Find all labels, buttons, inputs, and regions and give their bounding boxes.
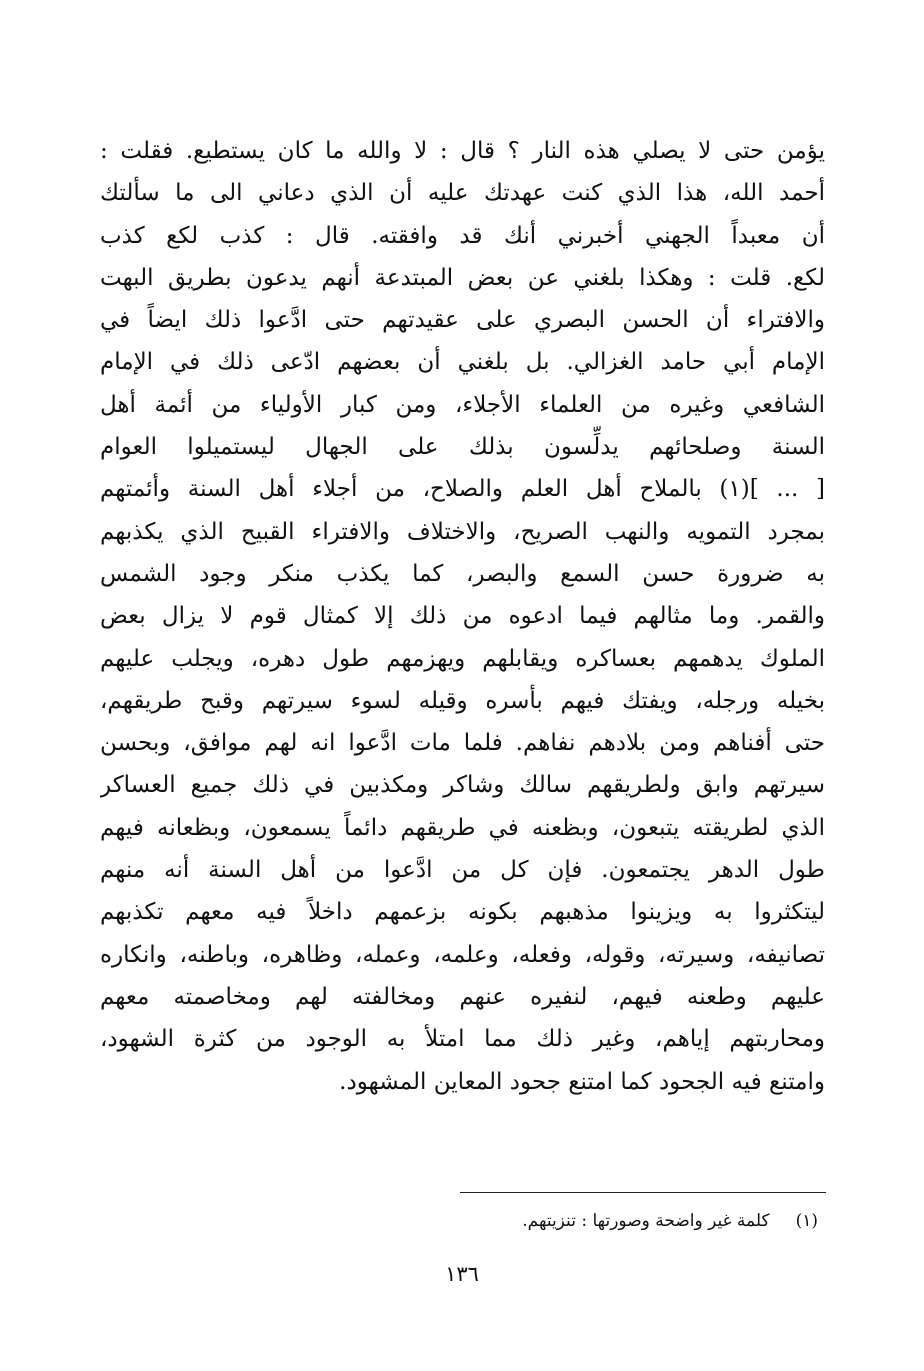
text-line: به ضرورة حسن السمع والبصر، كما يكذب منكر وجود الشمس [100, 560, 825, 587]
footnote-number: (١) [795, 1211, 818, 1231]
text-line: بخيله ورجله، ويفتك فيهم بأسره وقيله لسوء سيرتهم وقبح طريقهم، [100, 687, 825, 714]
text-line: السنة وصلحائهم يدلِّسون بذلك على الجهال ليستميلوا العوام [100, 434, 825, 461]
text-line: والقمر. وما مثالهم فيما ادعوه من ذلك إلا كمثال قوم لا يزال بعض [100, 603, 825, 630]
main-text-block [100, 130, 825, 1103]
text-line: ومحاربتهم إياهم، وغير ذلك مما امتلأ به الوجود من كثرة الشهود، [100, 1026, 825, 1053]
text-line: الملوك يدهمهم بعساكره ويقابلهم ويهزمهم طول دهره، ويجلب عليهم [100, 645, 825, 672]
text-line: حتى أفناهم ومن بلادهم نفاهم. فلما مات ادَّعوا انه لهم موافق، وبحسن [100, 730, 825, 757]
footnote-divider [460, 1192, 826, 1193]
text-line: لكع. قلت : وهكذا بلغني عن بعض المبتدعة أنهم يدعون بطريق البهت [100, 264, 825, 291]
text-line: الشافعي وغيره من العلماء الأجلاء، ومن كبار الأولياء من أئمة أهل [100, 391, 825, 418]
text-line: الذي لطريقته يتبعون، وبظعنه في طريقهم دائماً يسمعون، وبظعانه فيهم [100, 814, 825, 841]
text-line: بمجرد التمويه والنهب الصريح، والاختلاف والافتراء القبيح الذي يكذبهم [100, 518, 825, 545]
text-line: طول الدهر يجتمعون. فإن كل من ادَّعوا من أهل السنة أنه منهم [100, 857, 825, 884]
text-line: [ ... ](١) بالملاح أهل العلم والصلاح، من أجلاء أهل السنة وأئمتهم [100, 476, 825, 503]
text-line: عليهم وطعنه فيهم، لنفيره عنهم ومخالفته لهم ومخاصمته معهم [100, 983, 825, 1010]
page-number: ١٣٦ [445, 1262, 479, 1286]
text-line: تصانيفه، وسيرته، وقوله، وفعله، وعلمه، وعمله، وظاهره، وباطنه، وانكاره [100, 941, 825, 968]
text-line: يؤمن حتى لا يصلي هذه النار ؟ قال : لا والله ما كان يستطيع. فقلت : [100, 138, 825, 164]
text-line: وامتنع فيه الجحود كما امتنع جحود المعاين المشهود. [339, 1068, 825, 1095]
footnote [420, 1208, 818, 1234]
text-line: والافتراء أن الحسن البصري على عقيدتهم حتى ادَّعوا ذلك ايضاً في [100, 307, 825, 334]
text-line: ليتكثروا به ويزينوا مذهبهم بكونه بزعمهم داخلاً فيه معهم تكذبهم [100, 899, 825, 926]
text-line: الإمام أبي حامد الغزالي. بل بلغني أن بعضهم ادّعى ذلك في الإمام [100, 349, 825, 376]
footnote-text: كلمة غير واضحة وصورتها : تنزيتهم. [522, 1211, 770, 1231]
text-line: أحمد الله، هذا الذي كنت عهدتك عليه أن الذي دعاني الى ما سألتك [100, 180, 825, 207]
text-line: سيرتهم وابق ولطريقهم سالك وشاكر ومكذبين في ذلك جميع العساكر [100, 772, 825, 799]
text-line: أن معبداً الجهني أخبرني أنك قد وافقته. قال : كذب لكع كذب [100, 222, 825, 249]
